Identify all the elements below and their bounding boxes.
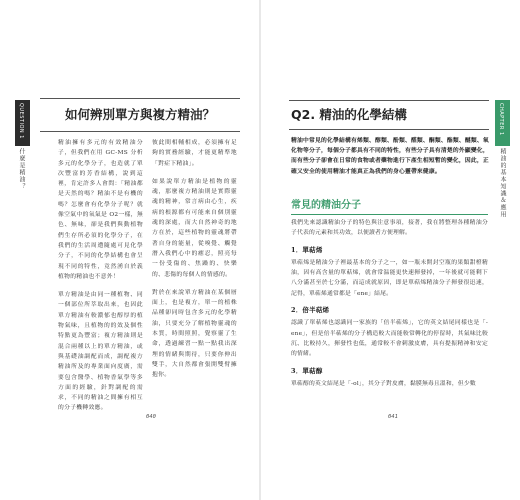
section-heading: 常見的精油分子 <box>291 196 488 215</box>
chapter-tab-right <box>495 100 510 146</box>
page-title-left: 如何辨別單方與複方精油？ <box>40 98 240 132</box>
paragraph: 單方精油是由同一種植物、同一個部位所萃取出來，也因此單方精油有較濃郁也醇厚的植物氣味，且植物的的效及個性特點更為豐富；複方精油則是混合兩種以上的單方精油，或與基礎油調配而成，調配複方精油所及的專業面向度廣，需要包含醫學、植物香氣學等多方面的經驗，針對調配的需求，不同的精油之間擁有相互的分子機轉效應。 <box>58 292 143 412</box>
right-body <box>291 218 488 394</box>
chapter-tab-left <box>15 100 30 146</box>
item-heading: 2．倍半萜烯 <box>291 306 330 315</box>
paragraph: 我們先來認識精油分子的特色與注意事項，接著，我在將整理各種精油分子代表的元素和其功效，以便讀者方便理解。 <box>291 220 488 237</box>
paragraph: 單萜醇的英文結尾是「-ol」，其分子對皮膚，黏膜無毒且溫和，但少數 <box>291 380 476 387</box>
side-tab-label: CHAPTER 1 <box>498 103 504 136</box>
paragraph: 對於在來說單方精油在某個層面上，也是複方，單一的植株品種卻同時包含多元的化學精油，只要充分了解植物靈魂的本質，時間照照，覺察靈了生命，透過練習一點一點我出深埋的情緒與期待，只要你伸出雙手，大自然都會張開雙臂擁抱你。 <box>152 289 237 379</box>
paragraph: 認識了單萜烯也認識同一家族的「倍半萜烯」，它的英文結尾同樣也是「-ene」，但是倍半萜烯的分子構造較大而能較常轉化的停留時，其氣味比較沉、比較持久，揮發性也低，通常較不會刺激皮膚，具有提振精神和安定的情緒。 <box>291 320 488 358</box>
left-page <box>0 0 259 500</box>
paragraph: 如果說單方精油是植物的靈魂，那麼複方精油則是實際靈魂的精神，常言病由心生，疾病的根源都有可能來自個別靈魂的深處，而大自然神奇的地方在於，這些植物的靈魂將帶著自身的能量，從嗅覺、觸覺潛入我們心中的癒忍，照亮每一份受傷的、焦躁的、快樂的、悲傷的每個人的情感的。 <box>152 178 237 278</box>
side-running-title-left: 什麼是精油？ <box>18 148 25 190</box>
paragraph: 彼此間相輔相成，必須擁有足夠的實務經驗，才能更精準地「對症下精油」。 <box>152 140 237 167</box>
item-heading: 3．單萜醇 <box>291 366 323 375</box>
page-number-left: 040 <box>146 414 156 420</box>
body-column-1 <box>58 138 143 422</box>
paragraph: 單萜烯是精油分子裡最基本的分子之一，如一瓶未開封空瓶的果類甜橙精油，因有高含量的單萜烯，就會常温能更快速揮發掉，一年後就可能剩下八分滿甚至於七分滿，而這成就原因，即是單萜烯精油分子揮發很迅速，記得，單萜烯通常都是「ene」結尾。 <box>291 259 488 297</box>
side-tab-label: QUESTION 1 <box>18 103 24 139</box>
right-page <box>261 0 520 500</box>
intro-paragraph: 精油中常見的化學結構有烯類、醇類、酚類、醛類、酮類、酯類、醚類、氧化物等分子，每個分子都具有不同的特性，有些分子具有清楚的外顯變化，而有些分子卻會在日常的食物或者藥物進行下產生相短暫的變化，因此，正確又安全的使用精油才能真正為我們的身心靈帶來健康。 <box>291 138 489 175</box>
paragraph: 精油擁有多元的有效精油分子，但我們在用 GC-MS 分析多元的化學分子，也造就了單次豐富的芳香結構，說到這裡，肯定許多人會問：「精油都是天然的嗎？精油不是有機的嗎？怎麼會有化學分子呢？就像空氣中的氧氣是 O2一樣，無色、無味，卻是我們與動植物們生存所必須的化學分子，在我們的生活周遭隨處可見化學分子，不同的化學結構也會呈現不同的特性，竟然湧自於義植物的精油也不意外！ <box>58 140 143 280</box>
page-number-right: 041 <box>388 414 398 420</box>
side-running-title-right: 精油的基本知識＆應用 <box>499 148 506 218</box>
body-column-2 <box>152 138 237 389</box>
item-heading: 1．單萜烯 <box>291 245 323 254</box>
page-title-right: Q2. 精油的化學結構 <box>289 100 489 130</box>
